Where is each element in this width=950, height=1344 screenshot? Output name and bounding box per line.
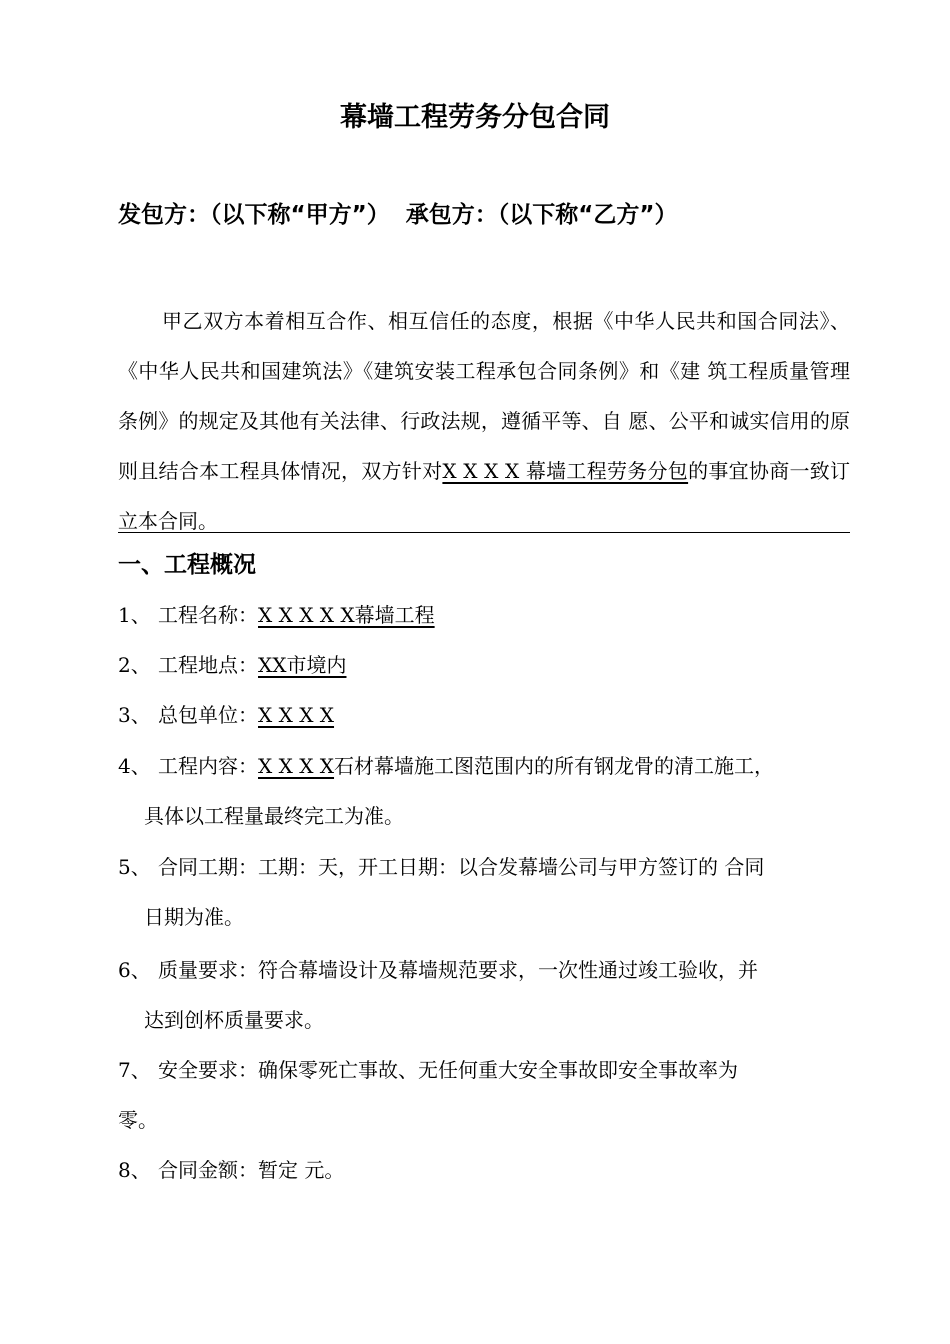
item-number: 5、 [118,855,151,879]
intro-text-end: 的事宜协商一致订立本合同。 [118,459,851,533]
item-continuation: 零。 [118,1108,158,1132]
document-title: 幕墙工程劳务分包合同 [340,102,610,133]
list-item [118,842,850,942]
item-text: 合同工期：工期：天，开工日期：以合发幕墙公司与甲方签订的 合同 [158,855,765,879]
list-item [118,590,850,640]
item-text: 合同金额：暂定 元。 [158,1158,345,1182]
item-continuation: 日期为准。 [144,905,244,929]
item-value: X X X X X幕墙工程 [258,603,435,627]
item-number: 8、 [118,1158,151,1182]
item-label: 工程地点： [158,653,258,677]
item-label: 工程名称： [158,603,258,627]
project-name-underlined: X X X X 幕墙工程劳务分包 [442,459,689,483]
list-item [118,690,850,740]
item-value: X X X X [258,703,335,727]
item-number: 7、 [118,1058,151,1082]
intro-paragraph [118,296,850,546]
item-value: XX市境内 [258,653,347,677]
list-item [118,1045,850,1145]
item-number: 2、 [118,653,151,677]
item-text: 安全要求：确保零死亡事故、无任何重大安全事故即安全事故率为 [158,1058,738,1082]
list-item [118,945,850,1045]
item-number: 4、 [118,754,151,778]
list-item [118,741,850,841]
list-item [118,640,850,690]
divider [118,532,850,533]
item-continuation: 达到创杯质量要求。 [144,1008,324,1032]
intro-text: 甲乙双方本着相互合作、相互信任的态度，根据《中华人民共和国合同法》、《中华人民共和国建筑法》《建筑安装工程承包合同条例》和《建 筑工程质量管理条例》的规定及其他有关法律、行政法规，遵循平等、自 愿、公平和诚实信用的原则且结合本工程具体情况，双方针对 [118,309,850,483]
item-continuation: 具体以工程量最终完工为准。 [144,804,404,828]
item-number: 6、 [118,958,151,982]
party-a-label: 发包方：（以下称“甲方”） [118,202,390,228]
parties-line [118,195,677,235]
item-label: 工程内容： [158,754,258,778]
item-label: 总包单位： [158,703,258,727]
list-item [118,1145,850,1195]
party-b-label: 承包方：（以下称“乙方”） [405,202,678,228]
item-number: 1、 [118,603,151,627]
section-heading: 一、工程概况 [118,552,256,578]
item-number: 3、 [118,703,151,727]
item-text: 质量要求：符合幕墙设计及幕墙规范要求，一次性通过竣工验收，并 [158,958,758,982]
item-text: 石材幕墙施工图范围内的所有钢龙骨的清工施工， [334,754,775,778]
item-value: X X X X [258,754,335,778]
